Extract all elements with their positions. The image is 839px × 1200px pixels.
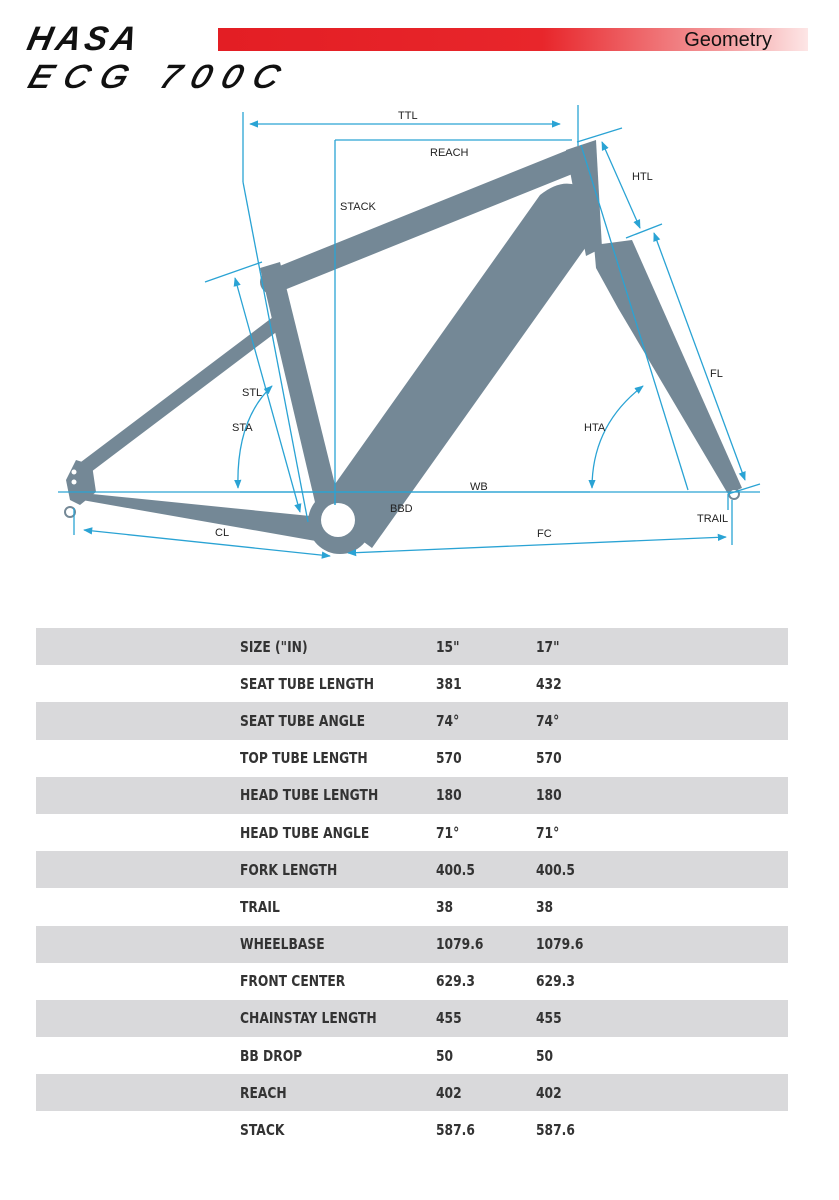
row-value-b: 180: [536, 786, 562, 805]
table-spacer: [36, 963, 240, 1000]
row-value-b: 455: [536, 1009, 562, 1028]
geometry-table-body: [36, 628, 788, 1149]
geometry-table: [36, 628, 788, 1149]
table-row: [36, 1000, 788, 1037]
table-row: [36, 702, 788, 739]
row-label: WHEELBASE: [240, 935, 325, 954]
row-value-b: 570: [536, 749, 562, 768]
row-label: TRAIL: [240, 897, 280, 916]
geometry-diagram: [0, 95, 839, 575]
table-row: [36, 814, 788, 851]
size-header-label: SIZE ("IN): [240, 637, 308, 656]
row-label: SEAT TUBE LENGTH: [240, 674, 375, 693]
table-spacer: [36, 1074, 240, 1111]
row-value-a: 50: [436, 1046, 454, 1065]
table-row: [36, 777, 788, 814]
fork: [594, 240, 742, 494]
size-header-b: 17": [536, 637, 560, 656]
row-label: HEAD TUBE ANGLE: [240, 823, 370, 842]
row-value-b: 71°: [536, 823, 560, 842]
table-spacer: [36, 926, 240, 963]
table-spacer: [36, 1111, 240, 1148]
table-row: [36, 888, 788, 925]
dim-hta-arc: [592, 386, 643, 488]
table-spacer: [36, 814, 240, 851]
dim-sta-arc: [238, 386, 272, 488]
row-label: REACH: [240, 1083, 287, 1102]
dim-htl: [602, 142, 640, 228]
label-sta: STA: [232, 422, 253, 434]
label-wb: WB: [470, 481, 488, 493]
row-label: TOP TUBE LENGTH: [240, 749, 368, 768]
label-cl: CL: [215, 527, 230, 539]
row-value-a: 629.3: [436, 972, 475, 991]
table-spacer: [36, 888, 240, 925]
row-value-b: 402: [536, 1083, 562, 1102]
row-value-b: 38: [536, 897, 554, 916]
label-stack: STACK: [340, 201, 376, 213]
label-hta: HTA: [584, 422, 606, 434]
label-fl: FL: [710, 368, 723, 380]
section-label: Geometry: [684, 29, 772, 51]
row-value-a: 400.5: [436, 860, 475, 879]
table-spacer: [36, 777, 240, 814]
row-value-a: 180: [436, 786, 462, 805]
label-ttl: TTL: [398, 110, 418, 122]
table-row: [36, 926, 788, 963]
row-label: BB DROP: [240, 1046, 303, 1065]
table-row: [36, 1037, 788, 1074]
row-value-a: 38: [436, 897, 454, 916]
table-row: [36, 665, 788, 702]
row-value-a: 1079.6: [436, 935, 484, 954]
table-row: [36, 1111, 788, 1148]
table-spacer: [36, 1000, 240, 1037]
table-row: [36, 963, 788, 1000]
model-name: ECG 700C: [24, 58, 297, 96]
row-value-b: 587.6: [536, 1121, 575, 1140]
row-label: STACK: [240, 1121, 285, 1140]
section-banner: [218, 28, 808, 51]
table-row: [36, 740, 788, 777]
rear-axle-marker: [72, 470, 77, 475]
brand-logo: HASA: [23, 20, 145, 58]
table-spacer: [36, 1037, 240, 1074]
rear-axle-marker-2: [72, 480, 77, 485]
label-fc: FC: [537, 528, 552, 540]
table-spacer: [36, 740, 240, 777]
row-value-a: 455: [436, 1009, 462, 1028]
label-stl: STL: [242, 387, 263, 399]
row-value-a: 71°: [436, 823, 460, 842]
row-value-a: 587.6: [436, 1121, 475, 1140]
row-value-b: 1079.6: [536, 935, 584, 954]
table-spacer: [36, 665, 240, 702]
row-value-b: 400.5: [536, 860, 575, 879]
label-trail: TRAIL: [697, 513, 729, 525]
row-label: SEAT TUBE ANGLE: [240, 711, 366, 730]
table-row: [36, 851, 788, 888]
row-value-b: 432: [536, 674, 562, 693]
row-value-a: 402: [436, 1083, 462, 1102]
size-header-a: 15": [436, 637, 460, 656]
table-row: [36, 1074, 788, 1111]
bottom-bracket-hole: [321, 503, 355, 537]
label-reach: REACH: [430, 147, 469, 159]
row-value-b: 50: [536, 1046, 554, 1065]
row-value-a: 74°: [436, 711, 460, 730]
row-label: HEAD TUBE LENGTH: [240, 786, 379, 805]
table-header-row: [36, 628, 788, 665]
table-spacer: [36, 702, 240, 739]
row-label: FRONT CENTER: [240, 972, 346, 991]
label-htl: HTL: [632, 171, 653, 183]
table-spacer: [36, 628, 240, 665]
table-spacer: [36, 851, 240, 888]
row-label: CHAINSTAY LENGTH: [240, 1009, 377, 1028]
row-value-a: 381: [436, 674, 462, 693]
label-bbd: BBD: [390, 503, 413, 515]
row-value-a: 570: [436, 749, 462, 768]
row-label: FORK LENGTH: [240, 860, 338, 879]
row-value-b: 74°: [536, 711, 560, 730]
row-value-b: 629.3: [536, 972, 575, 991]
